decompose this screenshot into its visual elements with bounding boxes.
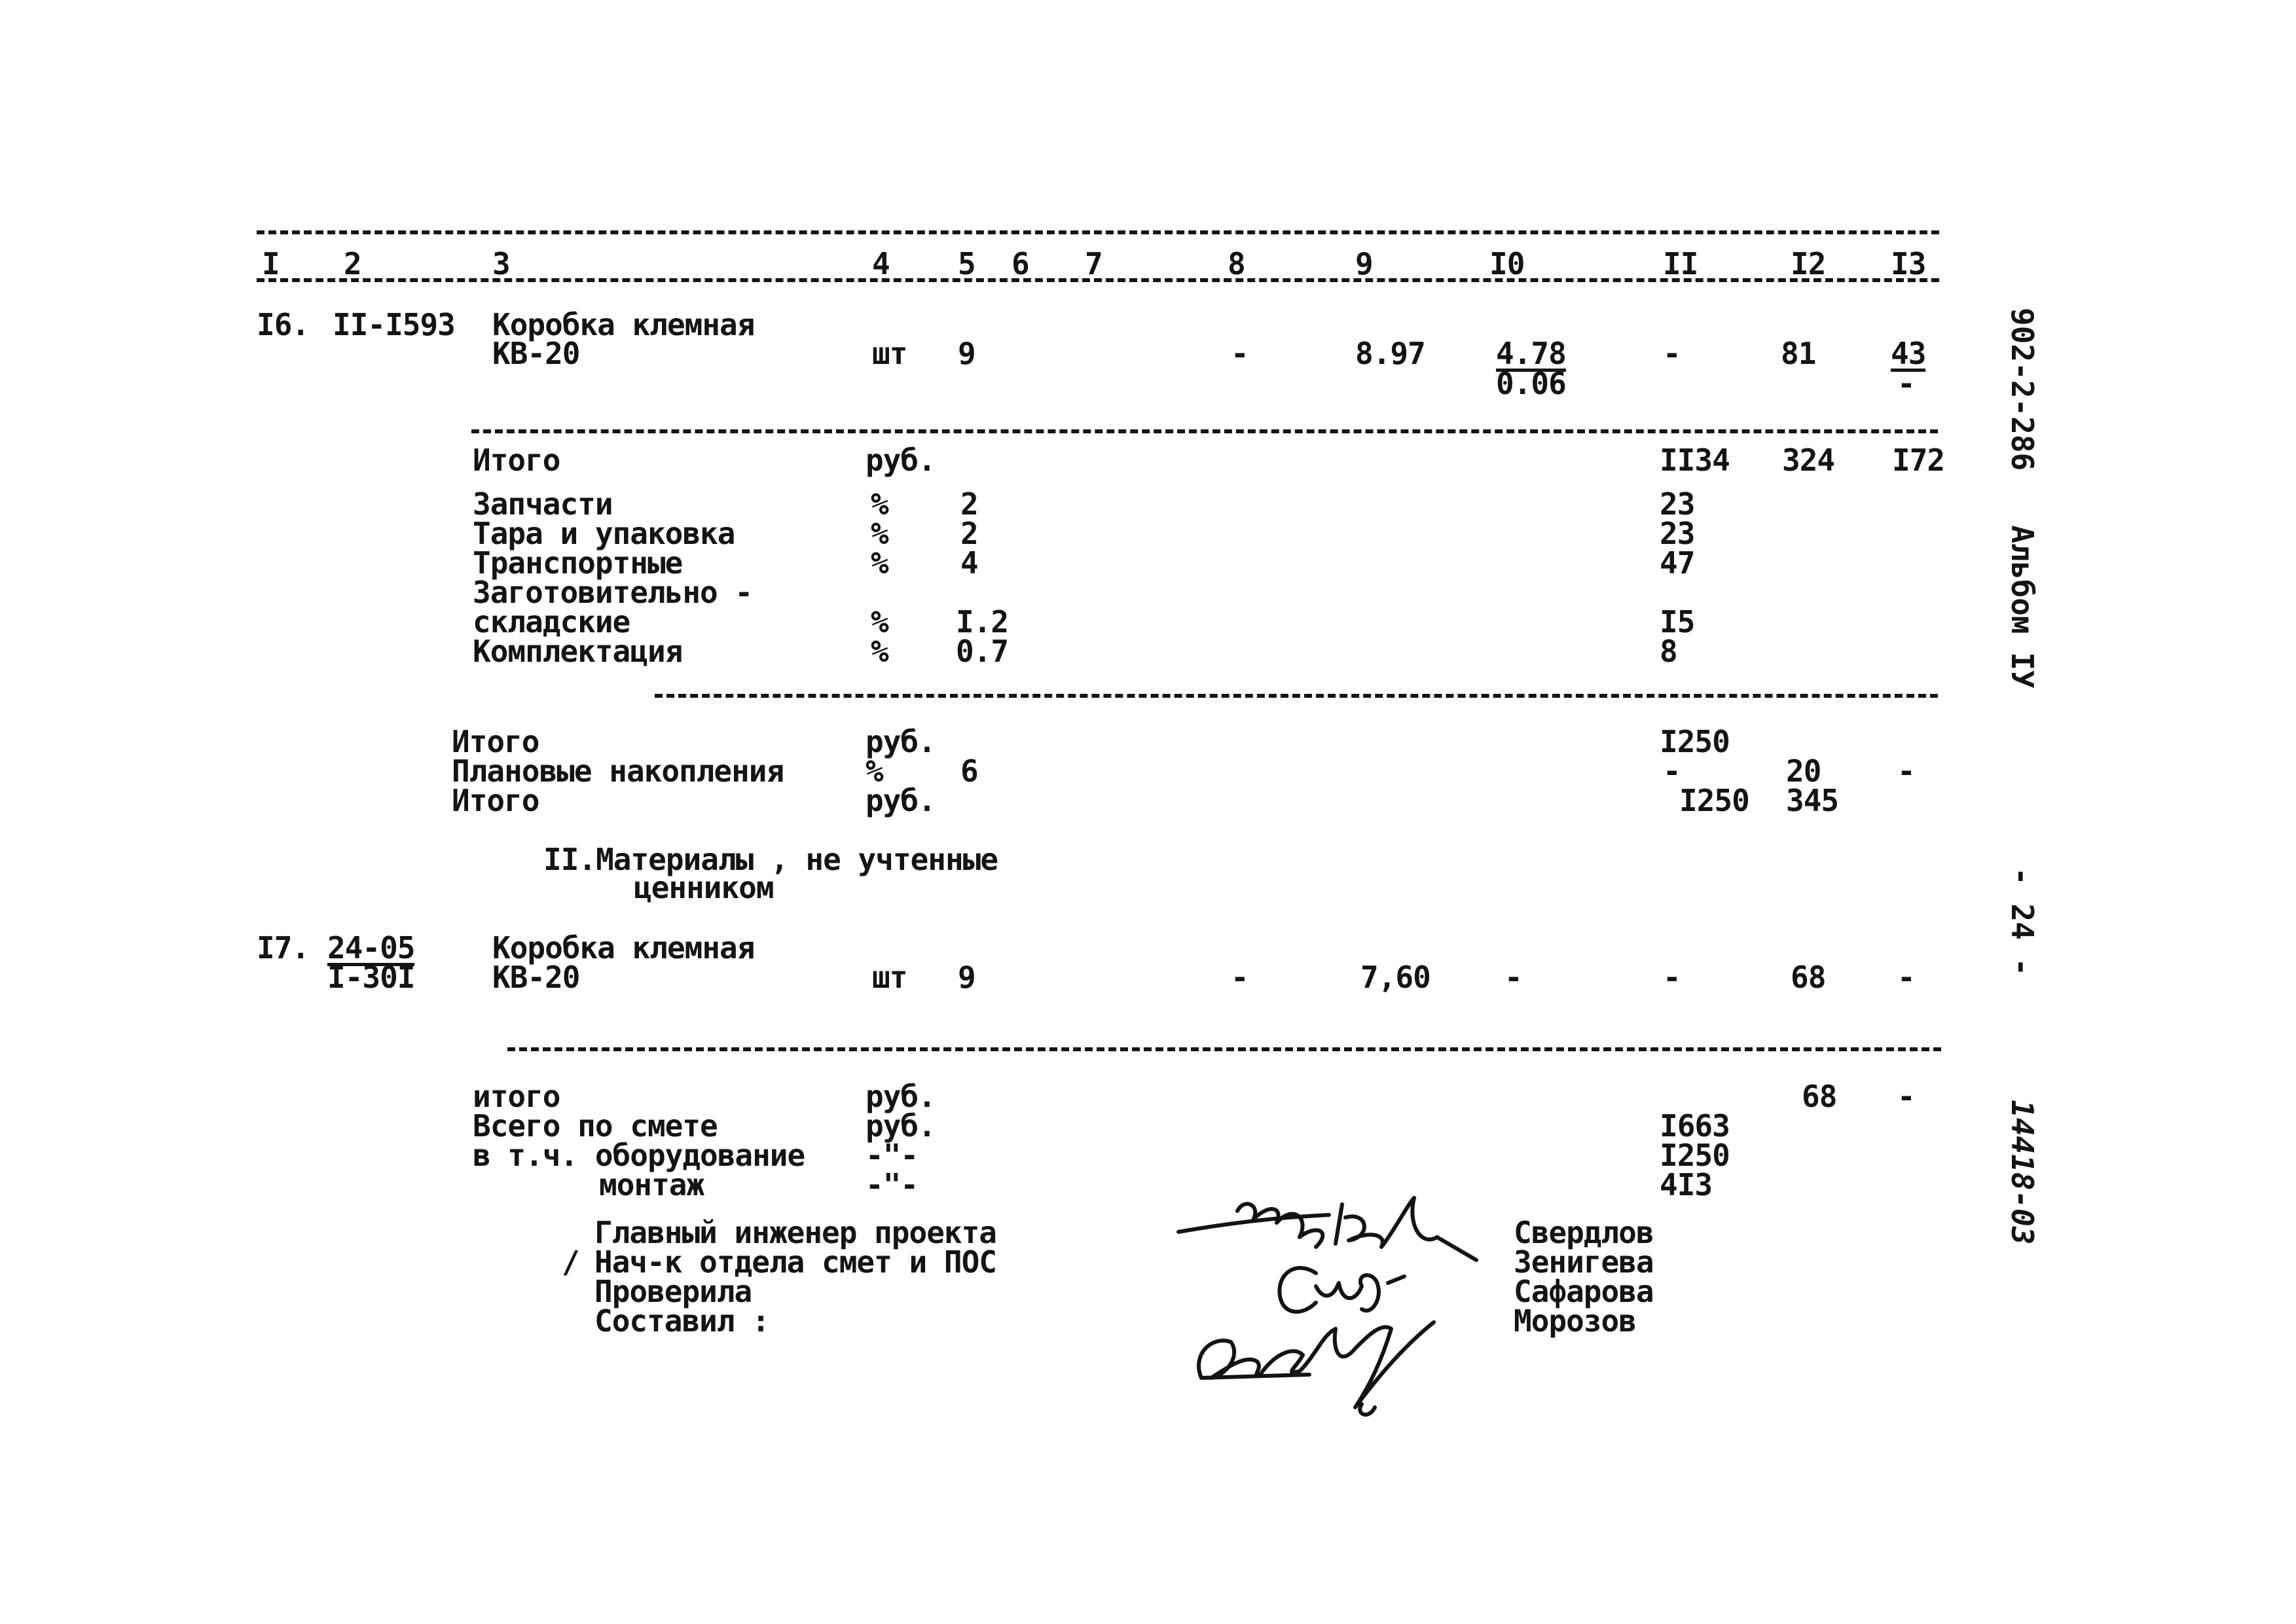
charge-value: 8 xyxy=(1660,634,1677,669)
col-head-2: 2 xyxy=(344,246,361,281)
charge-unit: % xyxy=(871,545,888,581)
summary-all-value: I663 xyxy=(1660,1108,1730,1144)
summary-mounting-value: 4I3 xyxy=(1660,1167,1713,1202)
col-head-11: II xyxy=(1663,246,1698,281)
signature-chief-engineer xyxy=(1178,1198,1476,1260)
plan-accumulation-unit: % xyxy=(866,753,883,789)
item16-col10-top: 4.78 xyxy=(1496,336,1566,371)
name-department-head: Зенигева xyxy=(1514,1244,1654,1280)
charge-rate: 2 xyxy=(960,486,978,522)
item16-col9: 8.97 xyxy=(1355,336,1425,371)
signature-slash: / xyxy=(562,1244,579,1280)
signature-department-head xyxy=(1279,1268,1404,1312)
item16-name-line1: Коробка клемная xyxy=(492,307,755,342)
item17-col9: 7,60 xyxy=(1360,960,1430,995)
charge-label: Комплектация xyxy=(473,634,683,669)
name-checked: Сафарова xyxy=(1514,1274,1654,1309)
summary-all-unit: руб. xyxy=(866,1108,936,1144)
name-chief-engineer: Свердлов xyxy=(1514,1215,1654,1250)
item16-col13-top: 43 xyxy=(1891,336,1926,371)
charge-rate: 2 xyxy=(960,516,978,551)
summary-total-unit: руб. xyxy=(866,1079,936,1114)
col-head-7: 7 xyxy=(1085,246,1102,281)
role-checked: Проверила xyxy=(594,1274,752,1309)
summary-all-label: Всего по смете xyxy=(473,1108,718,1144)
col-head-6: 6 xyxy=(1011,246,1029,281)
plan-accumulation-col11: - xyxy=(1663,753,1681,789)
charge-rate: 0.7 xyxy=(956,634,1009,669)
subtotal1-col12: 324 xyxy=(1782,442,1835,478)
charge-label: Тара и упаковка xyxy=(473,516,735,551)
item17-name-line1: Коробка клемная xyxy=(492,930,755,965)
totals2-unit: руб. xyxy=(866,724,936,759)
margin-page-number: - 24 - xyxy=(2005,867,2040,977)
totals2-value: I250 xyxy=(1660,724,1730,759)
summary-equipment-value: I250 xyxy=(1660,1138,1730,1173)
subtotal1-col13: I72 xyxy=(1892,442,1945,478)
item16-col10-bottom: 0.06 xyxy=(1496,366,1566,401)
section2-heading-line1: II.Материалы , не учтенные xyxy=(543,842,998,877)
summary-total-label: итого xyxy=(473,1079,560,1114)
role-department-head: Нач-к отдела смет и ПОС xyxy=(594,1244,996,1280)
col-head-10: I0 xyxy=(1489,246,1525,281)
item17-col13: - xyxy=(1897,960,1915,995)
plan-accumulation-col13: - xyxy=(1897,753,1915,789)
charge-unit: % xyxy=(871,516,888,551)
charge-label: Транспортные xyxy=(473,545,683,581)
charge-unit: % xyxy=(871,634,888,669)
col-head-13: I3 xyxy=(1891,246,1926,281)
item16-qty: 9 xyxy=(958,336,975,371)
plan-accumulation-col12: 20 xyxy=(1786,753,1821,789)
item17-col11: - xyxy=(1663,960,1681,995)
charge-rate: 4 xyxy=(960,545,978,581)
item17-unit: шт xyxy=(872,960,907,995)
col-head-9: 9 xyxy=(1355,246,1373,281)
item17-code-bottom: I-30I xyxy=(327,960,415,995)
plan-accumulation-label: Плановые накопления xyxy=(452,753,784,789)
item16-col8: - xyxy=(1231,336,1248,371)
item16-number: I6. xyxy=(257,307,310,342)
item16-col11: - xyxy=(1663,336,1681,371)
item16-code: II-I593 xyxy=(333,307,455,342)
summary-equipment-unit: -"- xyxy=(866,1138,919,1173)
charge-label: Запчасти xyxy=(473,486,613,522)
charge-unit: % xyxy=(871,486,888,522)
col-head-3: 3 xyxy=(492,246,510,281)
item17-qty: 9 xyxy=(958,960,975,995)
name-compiled: Морозов xyxy=(1514,1303,1636,1339)
totals2-final-col11: I250 xyxy=(1679,783,1749,818)
item17-col8: - xyxy=(1231,960,1248,995)
charge-label: складские xyxy=(473,604,630,640)
charge-label: Заготовительно - xyxy=(473,575,753,610)
signature-compiled xyxy=(1199,1322,1434,1415)
col-head-1: I xyxy=(262,246,280,281)
item17-name-line2: КВ-20 xyxy=(492,960,580,995)
item16-col12: 81 xyxy=(1781,336,1816,371)
totals2-final-label: Итого xyxy=(452,783,539,818)
summary-total-col12: 68 xyxy=(1802,1079,1837,1114)
charge-value: 47 xyxy=(1660,545,1695,581)
summary-equipment-label: в т.ч. оборудование xyxy=(473,1138,805,1173)
col-head-12: I2 xyxy=(1791,246,1826,281)
item16-col13-bottom: - xyxy=(1897,366,1915,401)
plan-accumulation-rate: 6 xyxy=(960,753,978,789)
charge-rate: I.2 xyxy=(956,604,1009,640)
margin-drawing-code: 14418-03 xyxy=(2005,1100,2040,1245)
margin-album-label: 902-2-286 Альбом IУ xyxy=(2005,308,2040,689)
charge-value: I5 xyxy=(1660,604,1695,640)
section2-heading-line2: ценником xyxy=(634,870,774,905)
subtotal1-label: Итого xyxy=(473,442,560,478)
subtotal1-unit: руб. xyxy=(866,442,936,478)
item17-col10: - xyxy=(1504,960,1522,995)
role-compiled: Составил : xyxy=(594,1303,769,1339)
item17-code-top: 24-05 xyxy=(327,930,415,965)
item17-col12: 68 xyxy=(1791,960,1826,995)
role-chief-engineer: Главный инженер проекта xyxy=(594,1215,996,1250)
col-head-5: 5 xyxy=(958,246,975,281)
item16-unit: шт xyxy=(872,336,907,371)
col-head-8: 8 xyxy=(1228,246,1245,281)
summary-mounting-unit: -"- xyxy=(866,1167,919,1202)
charge-value: 23 xyxy=(1660,486,1695,522)
subtotal1-col11: II34 xyxy=(1660,442,1730,478)
summary-mounting-label: монтаж xyxy=(599,1167,704,1202)
charge-unit: % xyxy=(871,604,888,640)
charge-value: 23 xyxy=(1660,516,1695,551)
col-head-4: 4 xyxy=(872,246,890,281)
summary-total-col13: - xyxy=(1897,1079,1915,1114)
totals2-final-col12: 345 xyxy=(1786,783,1839,818)
item16-name-line2: КВ-20 xyxy=(492,336,580,371)
totals2-label: Итого xyxy=(452,724,539,759)
item17-number: I7. xyxy=(257,930,310,965)
totals2-final-unit: руб. xyxy=(866,783,936,818)
